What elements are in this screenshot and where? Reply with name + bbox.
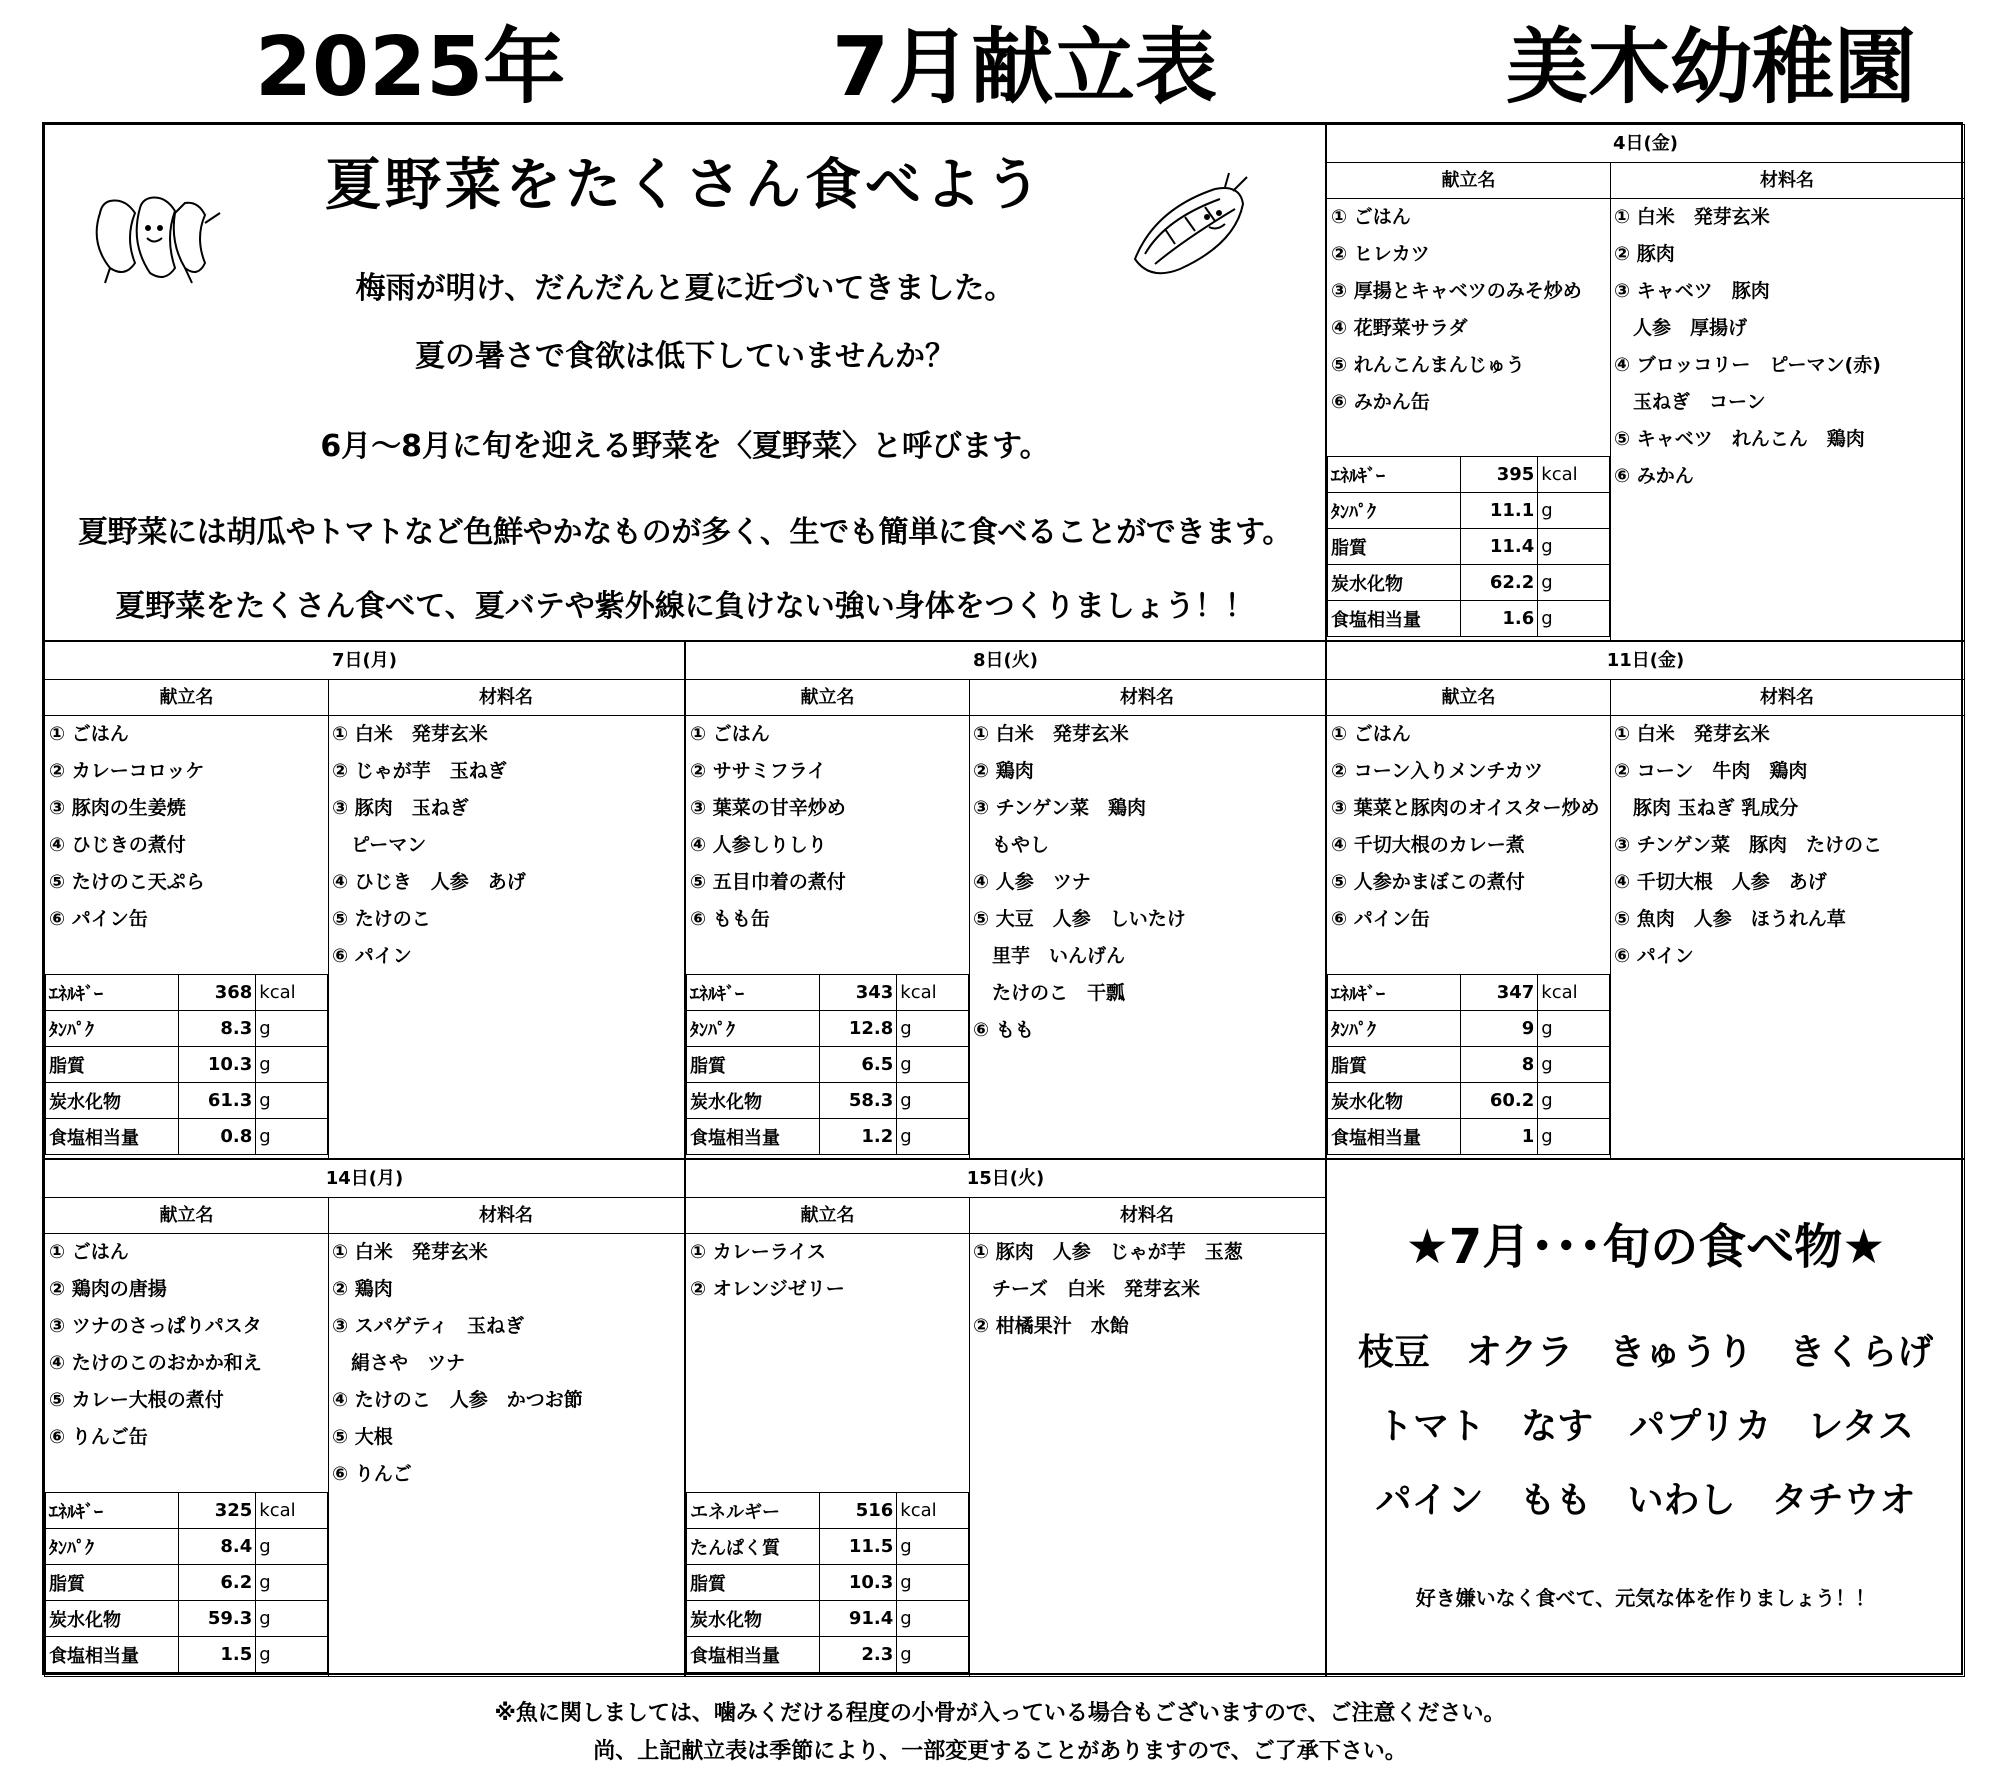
dish-item: ① ごはん [1331,206,1411,228]
nutrition-label: ｴﾈﾙｷﾞｰ [46,1493,179,1529]
nutrition-row [687,1565,969,1601]
nutrition-value: 347 [1460,975,1538,1011]
dish-item: ② ササミフライ [690,760,827,782]
ingredient-item: 豚肉 玉ねぎ 乳成分 [1614,797,1799,819]
ingredient-item: ⑤ キャベツ れんこん 鶏肉 [1614,428,1865,450]
nutrition-row [687,1083,969,1119]
nutrition-unit: g [1538,529,1610,565]
nutrition-value: 8 [1460,1047,1538,1083]
dish-list [45,716,328,938]
nutrition-value: 516 [819,1493,897,1529]
nutrition-value: 1.2 [819,1119,897,1155]
footer-note: 尚、上記献立表は季節により、一部変更することがありますので、ご了承下さい。 [593,1739,1407,1764]
nutrition-value: 368 [178,975,256,1011]
nutrition-unit: kcal [1538,457,1610,493]
intro-panel [44,124,1326,641]
dish-column-header: 献立名 [45,1197,328,1234]
nutrition-label: ﾀﾝﾊﾟｸ [687,1011,820,1047]
nutrition-table [686,1492,969,1673]
dish-item: ④ たけのこのおかか和え [49,1352,262,1374]
dish-item: ④ 花野菜サラダ [1331,317,1468,339]
nutrition-unit: g [1538,1083,1610,1119]
dish-item: ⑤ 人参かまぼこの煮付 [1331,871,1525,893]
ingredient-list [328,716,684,975]
intro-line: 夏野菜には胡瓜やトマトなど色鮮やかなものが多く、生でも簡単に食べることができます。 [77,515,1293,550]
ingredient-item: ① 豚肉 人参 じゃが芋 玉葱 [973,1241,1243,1263]
ingredient-item: 玉ねぎ コーン [1614,391,1766,413]
nutrition-label: ｴﾈﾙｷﾞｰ [46,975,179,1011]
nutrition-label: 脂質 [1328,1047,1461,1083]
header-title: 7月献立表 [832,20,1218,115]
nutrition-value: 11.1 [1460,493,1538,529]
day-date: 11日(金) [1327,642,1964,680]
nutrition-unit: g [897,1047,969,1083]
nutrition-label: 炭水化物 [1328,1083,1461,1119]
nutrition-label: エネルギー [687,1493,820,1529]
nutrition-unit: kcal [1538,975,1610,1011]
dish-item: ② カレーコロッケ [49,760,205,782]
ingredient-item: ⑤ たけのこ [332,908,431,930]
nutrition-label: 脂質 [687,1047,820,1083]
dish-item: ③ 豚肉の生姜焼 [49,797,186,819]
dish-item: ⑤ カレー大根の煮付 [49,1389,224,1411]
intro-line: 夏の暑さで食欲は低下していませんか？ [415,339,955,374]
nutrition-label: 炭水化物 [687,1083,820,1119]
ingredient-item: ⑥ パイン [1614,945,1694,967]
nutrition-value: 8.3 [178,1011,256,1047]
ingredient-item: ③ チンゲン菜 豚肉 たけのこ [1614,834,1882,856]
ingredient-column-header: 材料名 [969,679,1325,716]
dish-column-header: 献立名 [1327,162,1610,199]
dish-item: ① ごはん [49,723,129,745]
dish-list [45,1234,328,1456]
nutrition-label: 食塩相当量 [1328,601,1461,637]
ingredient-list [1610,716,1964,975]
nutrition-unit: g [256,1601,328,1637]
nutrition-row [1328,457,1610,493]
dish-item: ④ 人参しりしり [690,834,827,856]
dish-list [686,1234,969,1308]
nutrition-unit: g [1538,1011,1610,1047]
seasonal-note: 好き嫌いなく食べて、元気な体を作りましょう！！ [1415,1586,1876,1610]
nutrition-row [1328,1047,1610,1083]
nutrition-unit: g [1538,565,1610,601]
ingredient-column-header: 材料名 [969,1197,1325,1234]
nutrition-value: 325 [178,1493,256,1529]
ingredient-item: ⑥ みかん [1614,465,1694,487]
nutrition-unit: g [1538,1047,1610,1083]
dish-item: ④ ひじきの煮付 [49,834,186,856]
ingredient-item: ① 白米 発芽玄米 [1614,206,1770,228]
nutrition-unit: g [256,1119,328,1155]
intro-title: 夏野菜をたくさん食べよう [325,153,1045,218]
nutrition-label: ﾀﾝﾊﾟｸ [1328,493,1461,529]
ingredient-list [969,716,1325,1049]
seasonal-foods-panel [1326,1159,1965,1677]
nutrition-label: 脂質 [687,1565,820,1601]
dish-item: ① ごはん [49,1241,129,1263]
dish-item: ② オレンジゼリー [690,1278,845,1300]
nutrition-label: 炭水化物 [687,1601,820,1637]
dish-item: ③ 葉菜と豚肉のオイスター炒め [1331,797,1600,819]
ingredient-item: ③ 豚肉 玉ねぎ [332,797,469,819]
dish-item: ② ヒレカツ [1331,243,1430,265]
nutrition-unit: g [1538,601,1610,637]
ingredient-item: ① 白米 発芽玄米 [332,723,488,745]
nutrition-value: 10.3 [178,1047,256,1083]
ingredient-column-header: 材料名 [1610,679,1964,716]
seasonal-row: トマト なす パプリカ レタス [1377,1406,1914,1447]
ingredient-item: ② 豚肉 [1614,243,1675,265]
ingredient-item: ① 白米 発芽玄米 [973,723,1129,745]
nutrition-row [687,1529,969,1565]
day-cell-7 [44,641,685,1159]
dish-item: ③ 葉菜の甘辛炒め [690,797,846,819]
nutrition-value: 1.5 [178,1637,256,1673]
nutrition-row [46,1637,328,1673]
nutrition-unit: g [256,1083,328,1119]
dish-item: ① ごはん [690,723,770,745]
ingredient-item: ④ 千切大根 人参 あげ [1614,871,1827,893]
nutrition-label: ﾀﾝﾊﾟｸ [1328,1011,1461,1047]
nutrition-unit: g [897,1083,969,1119]
ingredient-item: ③ キャベツ 豚肉 [1614,280,1770,302]
nutrition-row [687,1637,969,1673]
nutrition-label: ﾀﾝﾊﾟｸ [46,1011,179,1047]
nutrition-unit: g [256,1565,328,1601]
day-date: 8日(火) [686,642,1325,680]
nutrition-label: たんぱく質 [687,1529,820,1565]
nutrition-row [46,1529,328,1565]
ingredient-item: ④ たけのこ 人参 かつお節 [332,1389,583,1411]
ingredient-column-header: 材料名 [328,1197,684,1234]
day-date: 4日(金) [1327,125,1964,163]
nutrition-value: 343 [819,975,897,1011]
ingredient-item: 絹さや ツナ [332,1352,466,1374]
ingredient-item: ⑥ りんご [332,1463,412,1485]
nutrition-value: 10.3 [819,1565,897,1601]
nutrition-row [1328,493,1610,529]
nutrition-value: 1 [1460,1119,1538,1155]
ingredient-column-header: 材料名 [1610,162,1964,199]
nutrition-table [45,974,328,1155]
intro-line: 梅雨が明け、だんだんと夏に近づいてきました。 [355,271,1015,306]
ingredient-item: ② 鶏肉 [973,760,1034,782]
nutrition-unit: g [897,1565,969,1601]
nutrition-table [686,974,969,1155]
day-date: 15日(火) [686,1160,1325,1198]
nutrition-label: 食塩相当量 [46,1637,179,1673]
nutrition-row [46,1601,328,1637]
ingredient-item: ② じゃが芋 玉ねぎ [332,760,507,782]
dish-item: ② 鶏肉の唐揚 [49,1278,167,1300]
nutrition-unit: g [256,1529,328,1565]
day-date: 14日(月) [45,1160,684,1198]
dish-item: ⑥ もも缶 [690,908,770,930]
seasonal-title: ★7月･･･旬の食べ物★ [1405,1219,1886,1275]
dish-list [1327,199,1610,421]
nutrition-value: 11.4 [1460,529,1538,565]
nutrition-row [46,1083,328,1119]
nutrition-row [687,975,969,1011]
nutrition-value: 6.2 [178,1565,256,1601]
nutrition-label: 食塩相当量 [687,1119,820,1155]
nutrition-value: 11.5 [819,1529,897,1565]
nutrition-value: 0.8 [178,1119,256,1155]
dish-list [1327,716,1610,938]
nutrition-unit: g [256,1637,328,1673]
ingredient-item: チーズ 白米 発芽玄米 [973,1278,1201,1300]
nutrition-label: 炭水化物 [46,1083,179,1119]
nutrition-value: 12.8 [819,1011,897,1047]
ingredient-item: ② 鶏肉 [332,1278,393,1300]
dish-item: ⑥ パイン缶 [1331,908,1430,930]
nutrition-unit: kcal [897,975,969,1011]
nutrition-row [687,1011,969,1047]
day-cell-14 [44,1159,685,1677]
dish-column-header: 献立名 [1327,679,1610,716]
ingredient-item: ③ チンゲン菜 鶏肉 [973,797,1146,819]
nutrition-row [46,1565,328,1601]
nutrition-value: 60.2 [1460,1083,1538,1119]
nutrition-label: 脂質 [46,1565,179,1601]
dish-column-header: 献立名 [686,1197,969,1234]
nutrition-row [687,1119,969,1155]
nutrition-label: 炭水化物 [46,1601,179,1637]
nutrition-value: 61.3 [178,1083,256,1119]
nutrition-unit: g [256,1011,328,1047]
ingredient-item: ⑥ パイン [332,945,412,967]
dish-item: ⑥ りんご缶 [49,1426,148,1448]
dish-item: ⑥ みかん缶 [1331,391,1430,413]
nutrition-row [46,1119,328,1155]
dish-item: ⑤ れんこんまんじゅう [1331,354,1525,376]
nutrition-label: 脂質 [1328,529,1461,565]
nutrition-value: 91.4 [819,1601,897,1637]
day-cell-8 [685,641,1326,1159]
ingredient-item: ④ ひじき 人参 あげ [332,871,526,893]
nutrition-value: 6.5 [819,1047,897,1083]
nutrition-label: 炭水化物 [1328,565,1461,601]
nutrition-label: 食塩相当量 [687,1637,820,1673]
nutrition-row [46,1047,328,1083]
nutrition-row [1328,975,1610,1011]
ingredient-item: ⑤ 大豆 人参 しいたけ [973,908,1186,930]
ingredient-item: ⑤ 魚肉 人参 ほうれん草 [1614,908,1846,930]
nutrition-label: 食塩相当量 [46,1119,179,1155]
day-cell-4 [1326,124,1965,641]
nutrition-unit: kcal [256,1493,328,1529]
ingredient-item: たけのこ 干瓢 [973,982,1126,1004]
nutrition-unit: g [897,1601,969,1637]
ingredient-item: 里芋 いんげん [973,945,1126,967]
header-year: 2025年 [255,20,566,115]
nutrition-unit: g [1538,1119,1610,1155]
nutrition-value: 8.4 [178,1529,256,1565]
dish-item: ⑤ たけのこ天ぷら [49,871,205,893]
nutrition-row [46,1011,328,1047]
header-school: 美木幼稚園 [1506,20,1917,115]
ingredient-list [969,1234,1325,1345]
ingredient-item: ③ スパゲティ 玉ねぎ [332,1315,525,1337]
day-cell-11 [1326,641,1965,1159]
dish-item: ① ごはん [1331,723,1411,745]
nutrition-label: ﾀﾝﾊﾟｸ [46,1529,179,1565]
nutrition-value: 9 [1460,1011,1538,1047]
intro-line: 6月～8月に旬を迎える野菜を〈夏野菜〉と呼びます。 [320,429,1050,464]
seasonal-row: 枝豆 オクラ きゅうり きくらげ [1357,1332,1934,1373]
nutrition-value: 62.2 [1460,565,1538,601]
nutrition-row [46,1493,328,1529]
day-date: 7日(月) [45,642,684,680]
nutrition-row [687,1601,969,1637]
ingredient-column-header: 材料名 [328,679,684,716]
ingredient-item: ① 白米 発芽玄米 [1614,723,1770,745]
ingredient-item: もやし [973,834,1050,856]
nutrition-row [1328,1083,1610,1119]
intro-line: 夏野菜をたくさん食べて、夏バテや紫外線に負けない強い身体をつくりましょう！！ [115,589,1255,624]
footer-note: ※魚に関しましては、噛みくだける程度の小骨が入っている場合もございますので、ご注意ください。 [494,1701,1506,1726]
nutrition-row [687,1493,969,1529]
nutrition-unit: g [897,1119,969,1155]
dish-item: ① カレーライス [690,1241,826,1263]
dish-column-header: 献立名 [45,679,328,716]
nutrition-label: ｴﾈﾙｷﾞｰ [1328,975,1461,1011]
nutrition-unit: g [1538,493,1610,529]
menu-grid [42,122,1963,1675]
nutrition-value: 1.6 [1460,601,1538,637]
dish-item: ③ 厚揚とキャベツのみそ炒め [1331,280,1582,302]
ingredient-item: ④ 人参 ツナ [973,871,1091,893]
nutrition-row [1328,565,1610,601]
nutrition-unit: g [897,1529,969,1565]
nutrition-value: 58.3 [819,1083,897,1119]
nutrition-row [687,1047,969,1083]
nutrition-unit: g [897,1637,969,1673]
ingredient-item: ② 柑橘果汁 水飴 [973,1315,1129,1337]
nutrition-row [1328,1119,1610,1155]
dish-item: ⑤ 五目巾着の煮付 [690,871,846,893]
ingredient-item: ④ ブロッコリー ピーマン(赤) [1614,354,1881,376]
nutrition-unit: kcal [256,975,328,1011]
dish-list [686,716,969,938]
nutrition-row [1328,601,1610,637]
nutrition-unit: g [256,1047,328,1083]
nutrition-value: 2.3 [819,1637,897,1673]
nutrition-value: 395 [1460,457,1538,493]
ingredient-list [328,1234,684,1493]
nutrition-label: ｴﾈﾙｷﾞｰ [1328,457,1461,493]
dish-item: ⑥ パイン缶 [49,908,148,930]
day-cell-15 [685,1159,1326,1677]
nutrition-label: 食塩相当量 [1328,1119,1461,1155]
dish-column-header: 献立名 [686,679,969,716]
ingredient-list [1610,199,1964,495]
ingredient-item: ピーマン [332,834,427,856]
nutrition-row [1328,529,1610,565]
ingredient-item: ② コーン 牛肉 鶏肉 [1614,760,1808,782]
ingredient-item: 人参 厚揚げ [1614,317,1748,339]
dish-item: ② コーン入りメンチカツ [1331,760,1543,782]
dish-item: ④ 千切大根のカレー煮 [1331,834,1525,856]
nutrition-unit: g [897,1011,969,1047]
nutrition-label: 脂質 [46,1047,179,1083]
nutrition-row [1328,1011,1610,1047]
ingredient-item: ⑥ もも [973,1019,1034,1041]
nutrition-value: 59.3 [178,1601,256,1637]
nutrition-table [1327,456,1610,637]
dish-item: ③ ツナのさっぱりパスタ [49,1315,262,1337]
nutrition-row [46,975,328,1011]
nutrition-label: ｴﾈﾙｷﾞｰ [687,975,820,1011]
ingredient-item: ① 白米 発芽玄米 [332,1241,488,1263]
nutrition-table [45,1492,328,1673]
nutrition-unit: kcal [897,1493,969,1529]
ingredient-item: ⑤ 大根 [332,1426,393,1448]
nutrition-table [1327,974,1610,1155]
seasonal-row: パイン もも いわし タチウオ [1375,1480,1916,1521]
